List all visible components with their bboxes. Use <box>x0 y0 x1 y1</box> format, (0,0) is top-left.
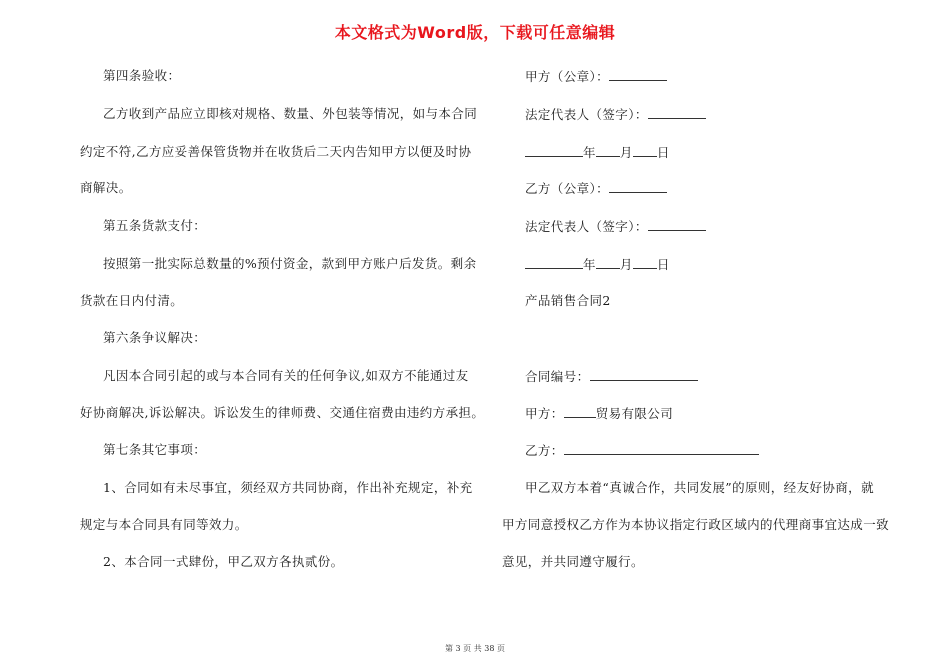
party-a-label: 甲方： <box>525 406 564 421</box>
article-4-text-line-3: 商解决。 <box>80 180 132 195</box>
date-2-year-blank <box>525 256 583 269</box>
article-6-text-line-2: 好协商解决,诉讼解决。诉讼发生的律师费、交通住宿费由违约方承担。 <box>80 405 485 420</box>
article-4-heading: 第四条验收： <box>103 68 181 83</box>
legal-rep-1-line <box>502 106 706 123</box>
preamble-line-3: 意见，并共同遵守履行。 <box>502 554 644 569</box>
article-7-item-1-line-2: 规定与本合同具有同等效力。 <box>80 517 248 532</box>
party-b-seal-line <box>502 180 667 197</box>
party-b-blank <box>564 442 759 455</box>
date-2-day: 日 <box>656 257 670 272</box>
preamble-line-1: 甲乙双方本着“真诚合作，共同发展”的原则，经友好协商，就 <box>525 480 874 495</box>
date-2-month-blank <box>596 256 620 269</box>
article-7-item-1-line-1: 1、合同如有未尽事宜，须经双方共同协商，作出补充规定，补充 <box>103 480 473 495</box>
article-7-heading: 第七条其它事项： <box>103 442 207 457</box>
date-1-day: 日 <box>656 145 670 160</box>
party-a-blank <box>564 405 596 418</box>
article-5-text-line-1: 按照第一批实际总数量的%预付资金，款到甲方账户后发货。剩余 <box>103 256 477 271</box>
date-1-year-blank <box>525 144 583 157</box>
date-1-month: 月 <box>619 145 633 160</box>
date-1-line <box>502 144 670 161</box>
party-b-seal-label: 乙方（公章）： <box>525 181 610 196</box>
page-number-footer: 第 3 页 共 38 页 <box>445 644 505 653</box>
party-a-seal-blank <box>609 68 667 81</box>
legal-rep-2-blank <box>648 218 706 231</box>
legal-rep-1-label: 法定代表人（签字）： <box>525 107 648 122</box>
contract-number-label: 合同编号： <box>525 369 590 384</box>
date-2-month: 月 <box>619 257 633 272</box>
date-2-day-blank <box>633 256 657 269</box>
party-a-seal-line <box>502 68 667 85</box>
date-2-year: 年 <box>583 257 596 272</box>
article-7-item-2: 2、本合同一式肆份，甲乙双方各执贰份。 <box>103 554 344 569</box>
party-b-line <box>502 442 759 459</box>
article-6-text-line-1: 凡因本合同引起的或与本合同有关的任何争议,如双方不能通过友 <box>103 368 469 383</box>
legal-rep-2-label: 法定代表人（签字）： <box>525 219 648 234</box>
article-4-text-line-2: 约定不符,乙方应妥善保管货物并在收货后二天内告知甲方以便及时协 <box>80 144 472 159</box>
preamble-line-2: 甲方同意授权乙方作为本协议指定行政区域内的代理商事宜达成一致 <box>502 517 890 532</box>
party-a-seal-label: 甲方（公章）： <box>525 69 610 84</box>
word-format-banner: 本文格式为Word版，下载可任意编辑 <box>334 23 616 42</box>
contract-number-blank <box>590 368 698 381</box>
date-1-day-blank <box>633 144 657 157</box>
party-b-seal-blank <box>609 180 667 193</box>
contract-2-title: 产品销售合同2 <box>525 293 611 308</box>
article-5-text-line-2: 货款在日内付清。 <box>80 293 184 308</box>
date-1-month-blank <box>596 144 620 157</box>
party-a-line <box>502 405 673 422</box>
legal-rep-1-blank <box>648 106 706 119</box>
article-5-heading: 第五条货款支付： <box>103 218 207 233</box>
date-1-year: 年 <box>583 145 596 160</box>
contract-number-line <box>502 368 698 385</box>
date-2-line <box>502 256 670 273</box>
article-4-text-line-1: 乙方收到产品应立即核对规格、数量、外包装等情况，如与本合同 <box>103 106 478 121</box>
article-6-heading: 第六条争议解决： <box>103 330 207 345</box>
legal-rep-2-line <box>502 218 706 235</box>
party-a-company: 贸易有限公司 <box>595 406 674 421</box>
party-b-label: 乙方： <box>525 443 564 458</box>
